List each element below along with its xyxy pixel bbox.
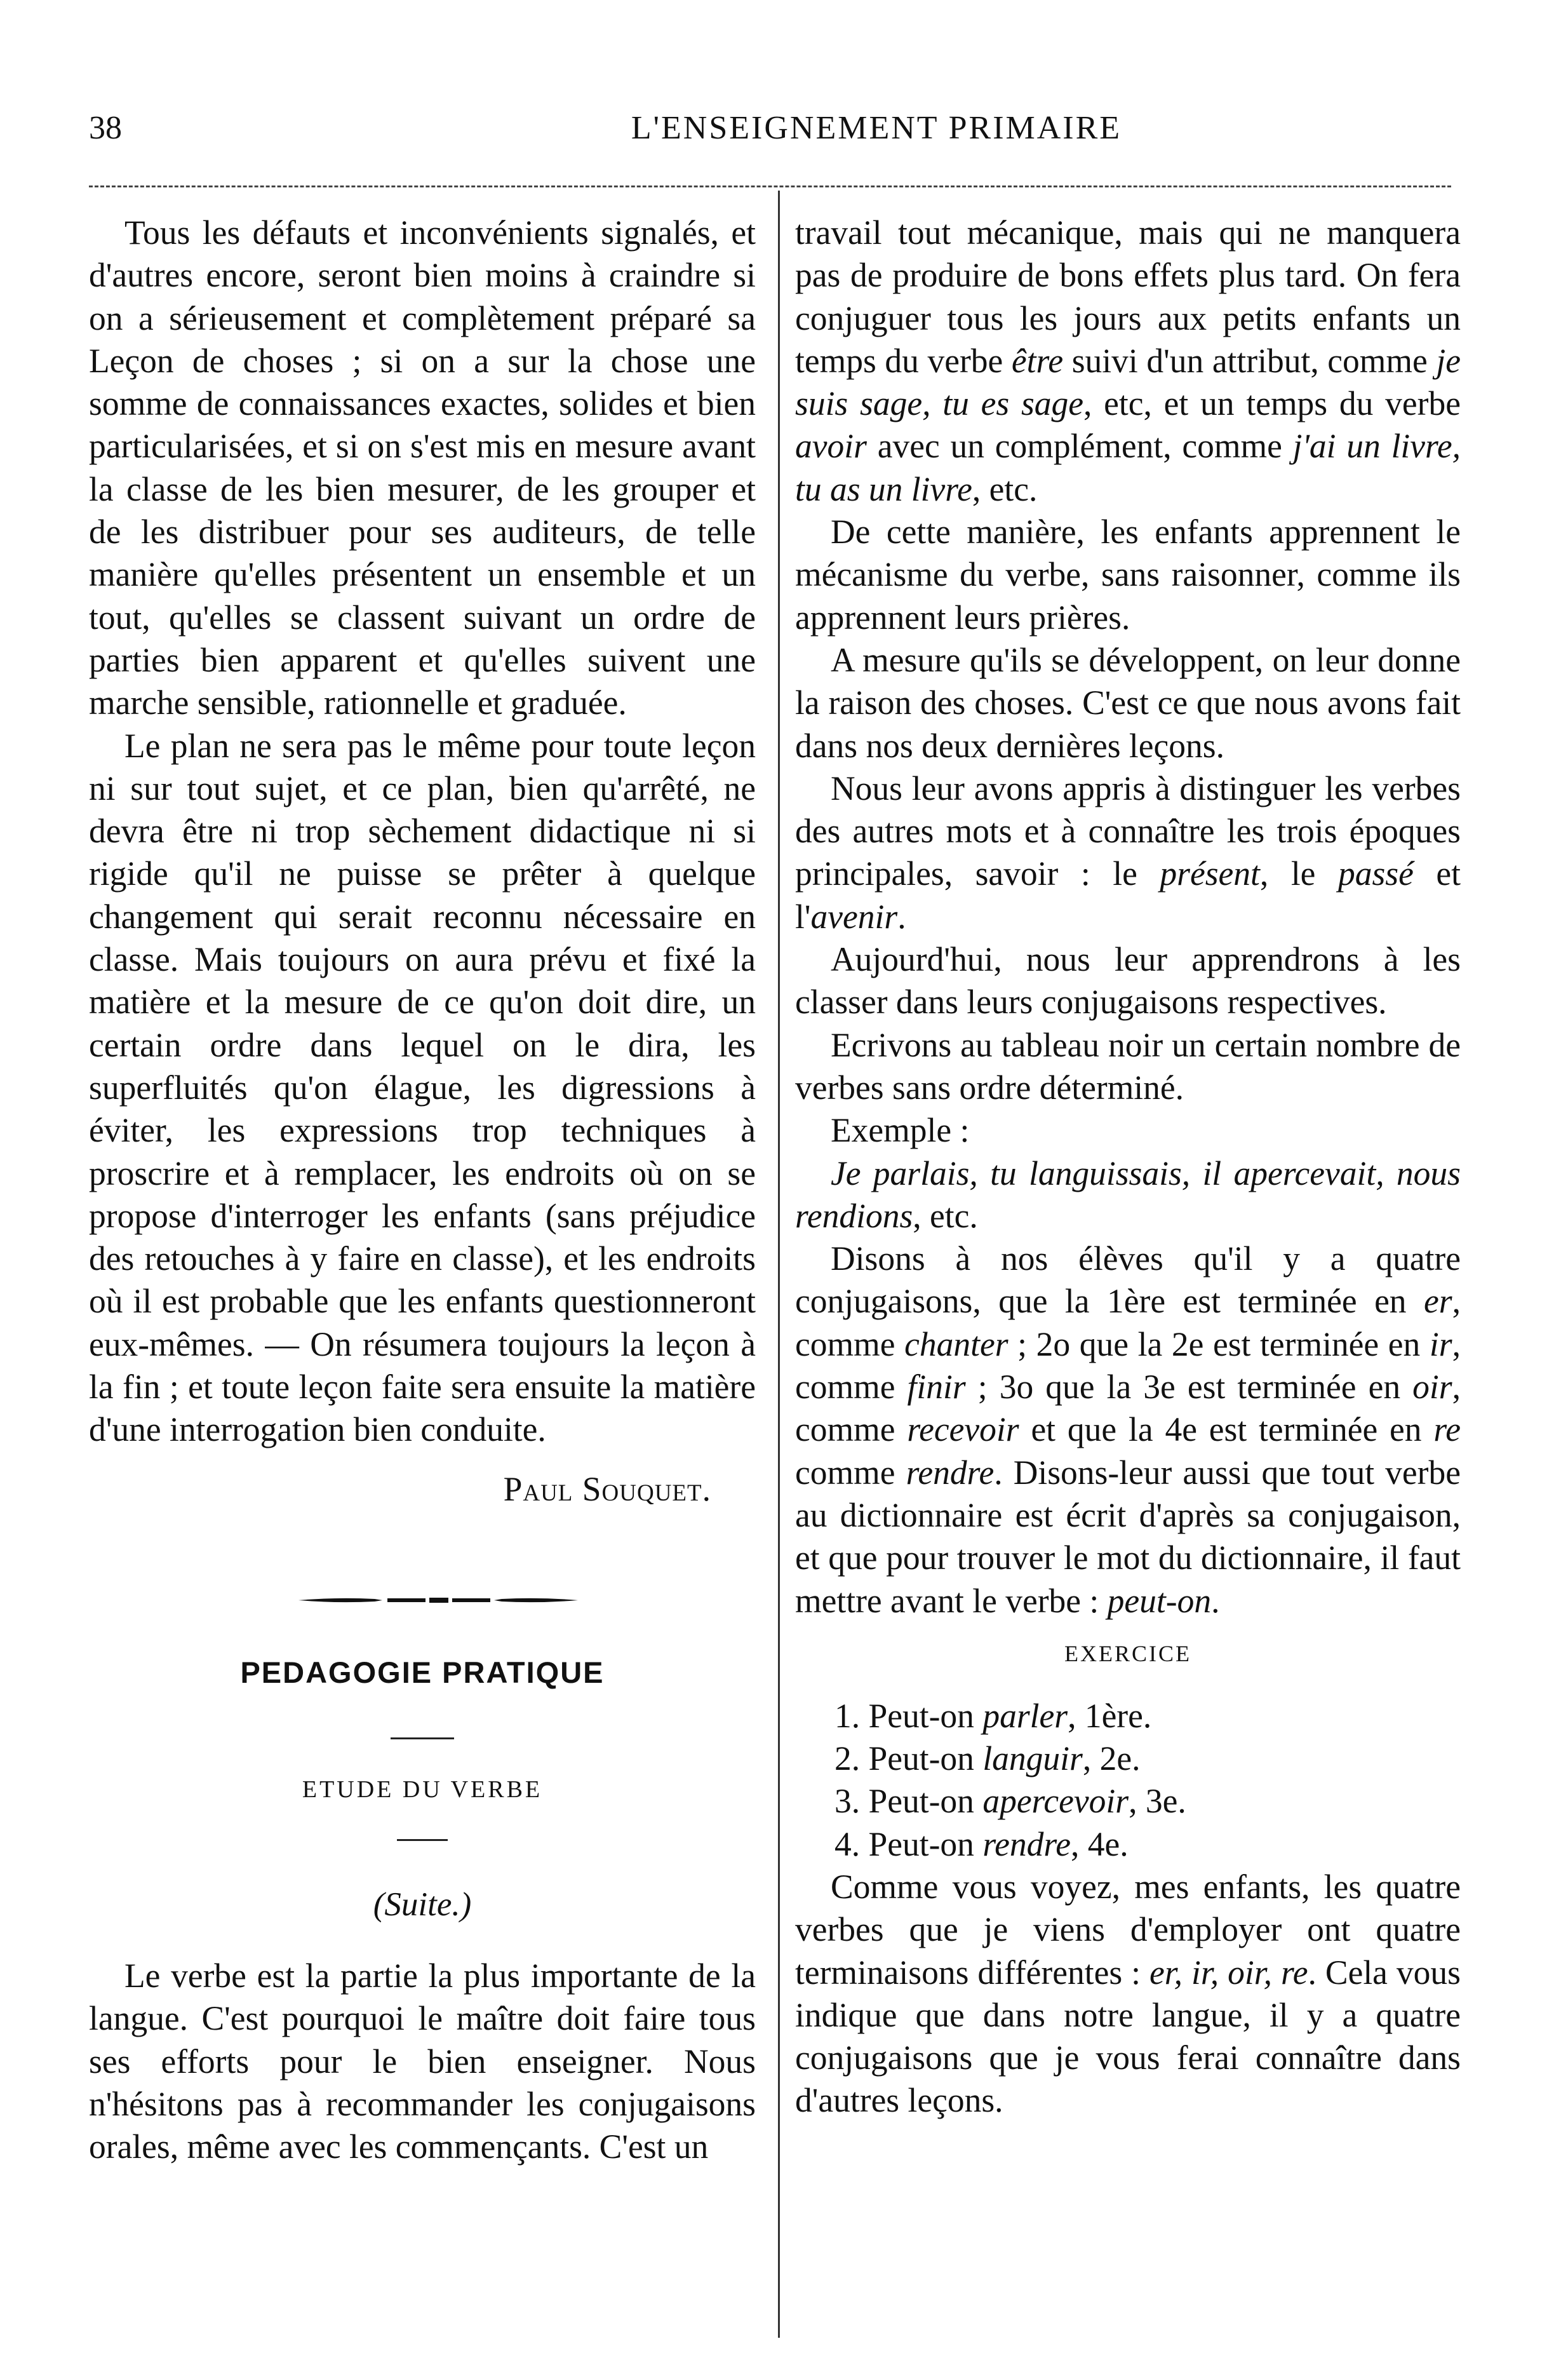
author-signature: Paul Souquet. [503, 1469, 711, 1508]
paragraph: De cette manière, les enfants apprennent le mécanisme du verbe, sans raisonner, comme ils apprennent leurs prières. [795, 513, 1461, 637]
exercise-heading: EXERCICE [1064, 1640, 1191, 1666]
paragraph: Comme vous voyez, mes enfants, les quatre verbes que je viens d'employer ont quatre terminaisons différentes : er, ir, oir, re. Cela vous indique que dans notre langue, il y a quatre conjugaisons que je vous ferai connaître dans d'autres leçons. [795, 1867, 1461, 2120]
paragraph: Aujourd'hui, nous leur apprendrons à les classer dans leurs conjugaisons respectives. [795, 940, 1461, 1022]
paragraph: Le verbe est la partie la plus importante de la langue. C'est pourquoi le maître doit faire tous ses efforts pour le bien enseigner. Nous n'hésitons pas à recommander les conjugaisons orales, même avec les commençants. C'est un [89, 1957, 756, 2166]
paragraph: Exemple : [831, 1111, 970, 1150]
subsection-title: ETUDE DU VERBE [302, 1776, 543, 1803]
paragraph: Ecrivons au tableau noir un certain nombre de verbes sans ordre déterminé. [795, 1025, 1461, 1107]
paragraph: Nous leur avons appris à distinguer les verbes des autres mots et à connaître les trois époques principales, savoir : le présent, le passé et l'avenir. [795, 769, 1461, 936]
ornamental-rule [298, 1596, 578, 1605]
column-divider [778, 191, 780, 2338]
exercise-item: 1. Peut-on parler, 1ère. [834, 1696, 1152, 1735]
paragraph: Le plan ne sera pas le même pour toute leçon ni sur tout sujet, et ce plan, bien qu'arrêté, ne devra être ni trop sèchement didactique ni si rigide qu'il ne puisse se prêter à quelque changement qui serait reconnu nécessaire en classe. Mais toujours on aura prévu et fixé la matière et la mesure de ce qu'on doit dire, un certain ordre dans lequel on le dira, les superfluités qu'on élague, les digressions à éviter, les expressions trop techniques à proscrire et à remplacer, les endroits où on se propose d'interroger les enfants (sans préjudice des retouches à y faire en classe), et les endroits où il est probable que les enfants questionneront eux-mêmes. — On résumera toujours la leçon à la fin ; et toute leçon faite sera ensuite la matière d'une interrogation bien conduite. [89, 726, 756, 1449]
left-column [89, 212, 756, 1511]
short-rule [391, 1737, 454, 1739]
paragraph: Tous les défauts et inconvénients signalés, et d'autres encore, seront bien moins à craindre si on a sérieusement et complètement préparé sa Leçon de choses ; si on a sur la chose une somme de connaissances exactes, solides et bien particularisées, et si on s'est mis en mesure avant la classe de les bien mesurer, de les grouper et de les distribuer pour ses auditeurs, de telle manière qu'elles présentent un ensemble et un tout, qu'elles se classent suivant un ordre de parties bien apparent et qu'elles suivent une marche sensible, rationnelle et graduée. [89, 213, 756, 722]
exercise-item: 2. Peut-on languir, 2e. [834, 1739, 1141, 1778]
exercise-item: 3. Peut-on apercevoir, 3e. [834, 1782, 1186, 1821]
section-title: PEDAGOGIE PRATIQUE [240, 1655, 605, 1689]
paragraph: Disons à nos élèves qu'il y a quatre conjugaisons, que la 1ère est terminée en er, comme chanter ; 2o que la 2e est terminée en ir, comme finir ; 3o que la 3e est terminée en oir, comme recevoir et que la 4e est terminée en re comme rendre. Disons-leur aussi que tout verbe au dictionnaire est écrit d'après sa conjugaison, et que pour trouver le mot du dictionnaire, il faut mettre avant le verbe : peut-on. [795, 1239, 1461, 1620]
short-rule [397, 1839, 448, 1841]
paragraph: A mesure qu'ils se développent, on leur donne la raison des choses. C'est ce que nous avons fait dans nos deux dernières leçons. [795, 640, 1461, 765]
exercise-item: 4. Peut-on rendre, 4e. [834, 1824, 1129, 1863]
running-title: L'ENSEIGNEMENT PRIMAIRE [631, 110, 1122, 146]
left-column-lower [89, 1955, 756, 2168]
right-column [795, 212, 1461, 2122]
header-rule [89, 185, 1451, 187]
suite-label: (Suite.) [373, 1886, 472, 1923]
page-number: 38 [89, 110, 122, 146]
example-sentence: Je parlais, tu languissais, il apercevait, nous rendions, etc. [795, 1154, 1461, 1235]
paragraph: travail tout mécanique, mais qui ne manquera pas de produire de bons effets plus tard. On fera conjuguer tous les jours aux petits enfants un temps du verbe être suivi d'un attribut, comme je suis sage, tu es sage, etc, et un temps du verbe avoir avec un complément, comme j'ai un livre, tu as un livre, etc. [795, 213, 1461, 508]
